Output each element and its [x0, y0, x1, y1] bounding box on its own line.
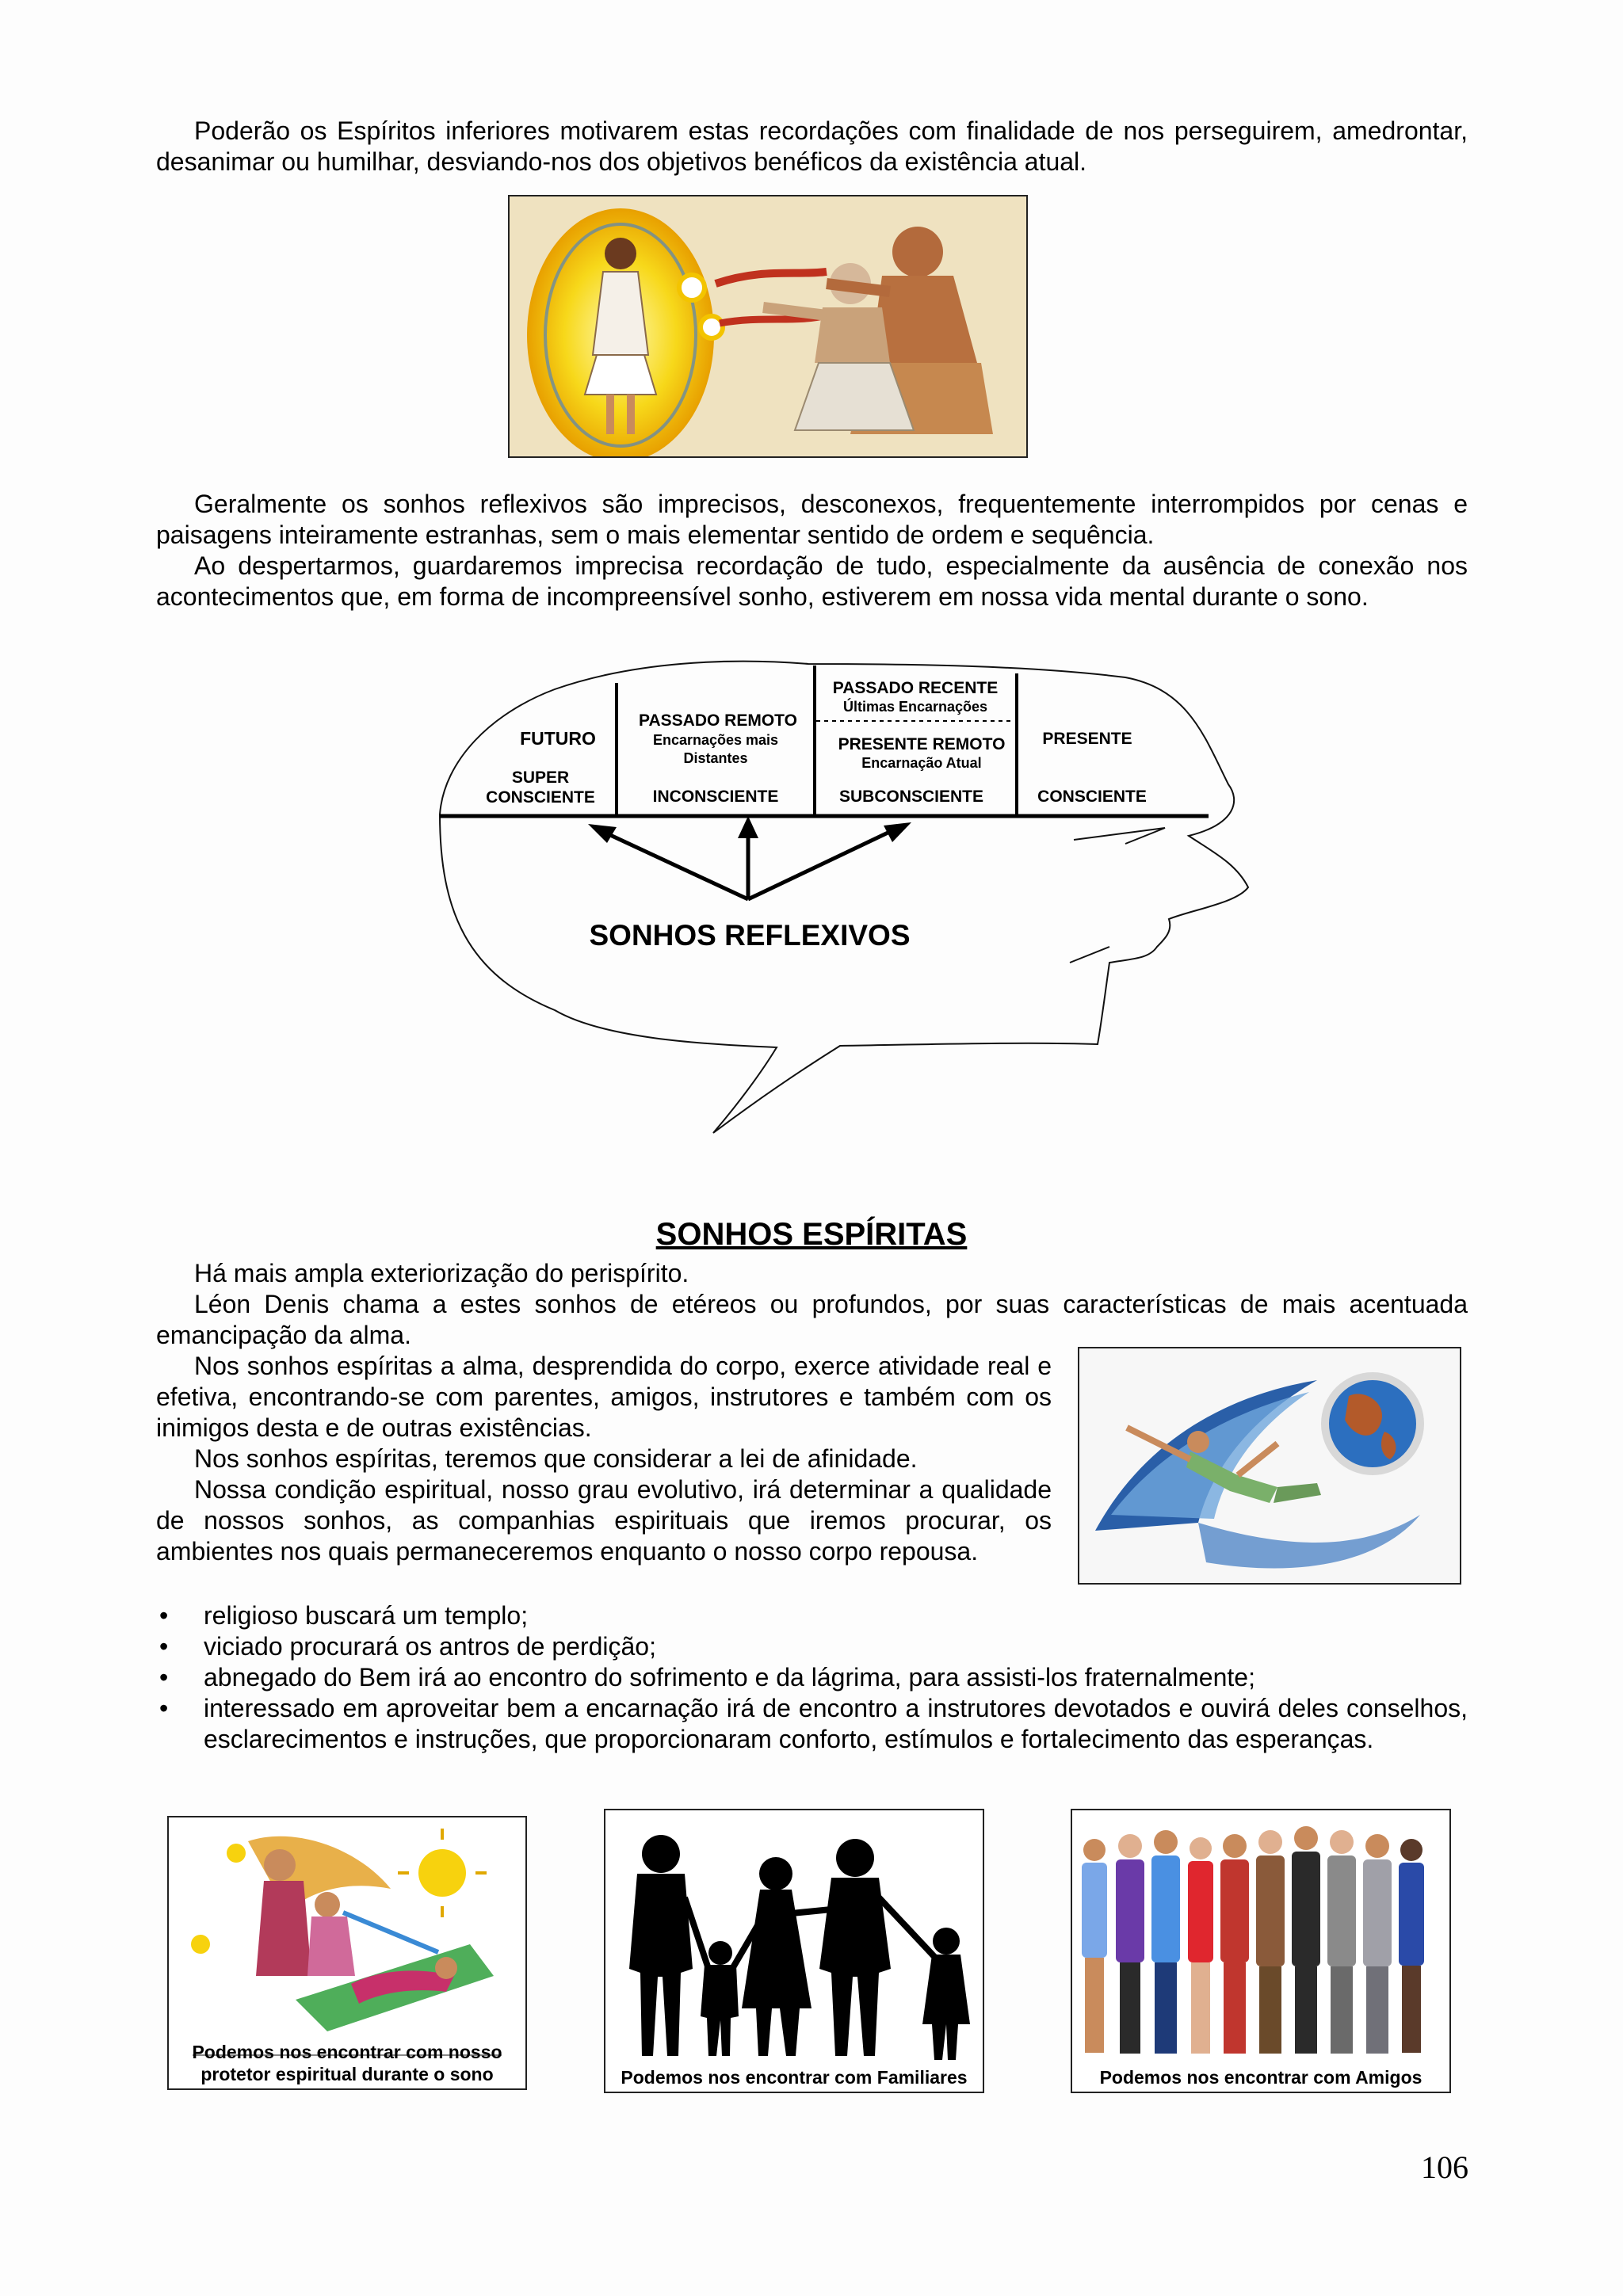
protector-illustration — [167, 1816, 527, 2090]
label-presente: PRESENTE — [1042, 730, 1132, 748]
intro-paragraph — [156, 116, 1468, 177]
label-consciente: CONSCIENTE — [1037, 788, 1147, 806]
list-item: • religioso buscará um templo; — [156, 1600, 1468, 1631]
intro-paragraph-text: Poderão os Espíritos inferiores motivarem estas recordações com finalidade de nos perseguirem, amedrontar, desanimar ou humilhar, desviando-nos dos objetivos benéficos da existência atual. — [156, 116, 1468, 176]
family-illustration — [604, 1809, 984, 2093]
list-item: • abnegado do Bem irá ao encontro do sofrimento e da lágrima, para assisti-los fraternalmente; — [156, 1662, 1468, 1693]
spirit-paragraph-3-text: Nos sonhos espíritas a alma, desprendida do corpo, exerce atividade real e efetiva, encontrando-se com parentes, amigos, instrutores e também com os inimigos desta e de outras existências. — [156, 1352, 1052, 1442]
spirit-paragraph-1 — [156, 1258, 1468, 1289]
section-title: SONHOS ESPÍRITAS — [655, 1217, 968, 1252]
friends-illustration — [1071, 1809, 1451, 2093]
label-passado-remoto: PASSADO REMOTO — [639, 711, 797, 730]
family-caption: Podemos nos encontrar com Familiares — [621, 2067, 968, 2088]
family-silhouettes — [605, 1810, 983, 2092]
spirit-paragraph-4-text: Nos sonhos espíritas, teremos que considerar a lei de afinidade. — [194, 1444, 918, 1473]
protector-caption — [169, 2041, 525, 2085]
reflexive-paragraph-1 — [156, 489, 1468, 551]
flying-soul-illustration — [1078, 1347, 1461, 1585]
spirit-paragraph-2 — [156, 1289, 1468, 1351]
page-number: 106 — [1421, 2149, 1468, 2185]
arrows — [588, 816, 911, 899]
label-presente-remoto: PRESENTE REMOTO — [838, 735, 1006, 753]
spirit-paragraph-3 — [156, 1351, 1052, 1444]
reflexive-paragraph-1-text: Geralmente os sonhos reflexivos são imprecisos, desconexos, frequentemente interrompidos por cenas e paisagens inteiramente estranhas, sem o mais elementar sentido de ordem e sequência. — [156, 490, 1468, 549]
list-item: • interessado em aproveitar bem a encarnação irá de encontro a instrutores devotados e ouvirá deles conselhos, esclarecimentos e instruções, que proporcionaram conforto, estímulos e fortalecimento das esperanças. — [156, 1693, 1468, 1755]
label-super-consciente: CONSCIENTE — [486, 788, 595, 807]
label-encarnacao-atual: Encarnação Atual — [861, 755, 982, 771]
bullet-list — [156, 1600, 1468, 1755]
label-distantes: Distantes — [683, 750, 748, 766]
spirits-attack-illustration — [508, 195, 1028, 458]
protector-caption-line1: Podemos nos encontrar com nosso — [192, 2042, 502, 2062]
spirit-paragraph-5 — [156, 1474, 1052, 1567]
label-ultimas-encarnacoes: Últimas Encarnações — [842, 699, 988, 715]
spirit-paragraph-4 — [156, 1444, 1052, 1474]
reflexive-paragraph-2 — [156, 551, 1468, 612]
friends-group — [1072, 1810, 1449, 2092]
label-super: SUPER — [511, 769, 570, 787]
label-inconsciente: INCONSCIENTE — [652, 788, 779, 806]
label-futuro: FUTURO — [520, 728, 596, 749]
label-passado-recente: PASSADO RECENTE — [832, 679, 999, 697]
label-sonhos-reflexivos: SONHOS REFLEXIVOS — [589, 919, 911, 952]
spirit-paragraph-5-text: Nossa condição espiritual, nosso grau evolutivo, irá determinar a qualidade de nossos sonhos, as companhias espirituais que iremos procurar, os ambientes nos quais permaneceremos enquanto o nosso corpo repousa. — [156, 1475, 1052, 1566]
spirit-paragraph-1-text: Há mais ampla exteriorização do perispírito. — [194, 1259, 689, 1287]
friends-caption: Podemos nos encontrar com Amigos — [1099, 2067, 1423, 2088]
protector-caption-line2: protetor espiritual durante o sono — [200, 2064, 494, 2084]
mind-levels-diagram — [0, 634, 1623, 1204]
list-item: • viciado procurará os antros de perdição; — [156, 1631, 1468, 1662]
reflexive-paragraph-2-text: Ao despertarmos, guardaremos imprecisa recordação de tudo, especialmente da ausência de conexão nos acontecimentos que, em forma de incompreensível sonho, estiverem em nossa vida mental durante o sono. — [156, 551, 1468, 611]
label-encarnacoes-mais: Encarnações mais — [652, 732, 779, 748]
label-subconsciente: SUBCONSCIENTE — [838, 788, 984, 806]
spirit-paragraph-2-text: Léon Denis chama a estes sonhos de etéreos ou profundos, por suas características de mais acentuada emancipação da alma. — [156, 1290, 1468, 1349]
